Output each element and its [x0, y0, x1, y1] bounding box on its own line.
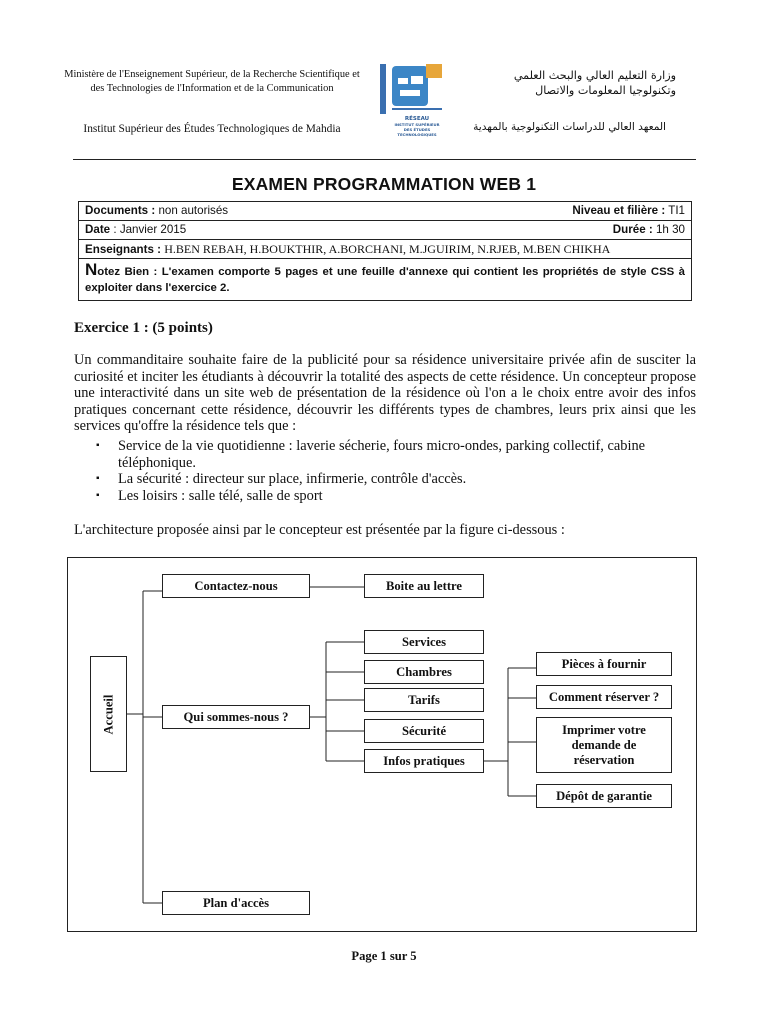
node-tarifs[interactable]: Tarifs — [364, 688, 484, 712]
note-text: otez Bien : L'examen comporte 5 pages et une feuille d'annexe qui contient les propriétés de style CSS à exploiter dans l'exercice 2. — [85, 266, 685, 294]
node-imprimer-demande[interactable]: Imprimer votre demande de réservation — [536, 717, 672, 773]
architecture-sentence: L'architecture proposée ainsi par le concepteur est présentée par la figure ci-dessous : — [74, 522, 565, 538]
node-securite[interactable]: Sécurité — [364, 719, 484, 743]
ministry-ar-line1: وزارة التعليم العالي والبحث العلمي — [513, 69, 676, 82]
list-item: ▪ La sécurité : directeur sur place, infirmerie, contrôle d'accès. — [96, 471, 467, 488]
logo-text-top: RÉSEAU — [404, 116, 430, 122]
list-item: ▪ Les loisirs : salle télé, salle de sport — [96, 487, 323, 504]
exam-info-table — [78, 201, 692, 301]
exercise-title: Exercice 1 : (5 points) — [74, 320, 213, 336]
node-infos-pratiques[interactable]: Infos pratiques — [364, 749, 484, 773]
site-architecture-diagram — [67, 557, 697, 932]
documents-value: non autorisés — [158, 204, 229, 217]
node-plan-acces[interactable]: Plan d'accès — [162, 891, 310, 915]
exam-title: EXAMEN PROGRAMMATION WEB 1 — [231, 174, 537, 194]
bullet-icon: ▪ — [96, 473, 100, 485]
ministry-name-ar — [452, 68, 676, 98]
svg-text:TECHNOLOGIQUES: TECHNOLOGIQUES — [397, 132, 437, 137]
niveau-label: Niveau et filière : — [572, 204, 666, 217]
node-chambres[interactable]: Chambres — [364, 660, 484, 684]
institute-name-ar: المعهد العالي للدراسات التكنولوجية بالمهدية — [473, 121, 666, 133]
enseignants-label: Enseignants : — [85, 243, 162, 256]
node-accueil[interactable]: Accueil — [90, 656, 127, 772]
page-number: Page 1 sur 5 — [351, 949, 417, 963]
bullet-icon: ▪ — [96, 489, 100, 501]
svg-text:DES ÉTUDES: DES ÉTUDES — [403, 127, 431, 132]
info-row-date — [79, 221, 691, 240]
services-list — [96, 438, 696, 504]
bullet-icon: ▪ — [96, 440, 100, 451]
date-value: : Janvier 2015 — [113, 223, 187, 236]
info-row-enseignants — [79, 240, 691, 259]
info-row-documents — [79, 202, 691, 221]
documents-label: Documents : — [85, 204, 156, 217]
date-label: Date — [85, 223, 111, 236]
duree-label: Durée : — [612, 223, 653, 236]
node-depot-garantie[interactable]: Dépôt de garantie — [536, 784, 672, 808]
node-contactez-nous[interactable]: Contactez-nous — [162, 574, 310, 598]
node-comment-reserver[interactable]: Comment réserver ? — [536, 685, 672, 709]
header-divider — [73, 159, 696, 160]
node-pieces-a-fournir[interactable]: Pièces à fournir — [536, 652, 672, 676]
niveau-value: TI1 — [668, 204, 685, 217]
note-initial: N — [85, 260, 98, 279]
node-boite-au-lettre[interactable]: Boite au lettre — [364, 574, 484, 598]
svg-text:INSTITUT SUPÉRIEUR: INSTITUT SUPÉRIEUR — [394, 122, 440, 127]
exercise-paragraph: Un commanditaire souhaite faire de la publicité pour sa résidence universitaire privée afin de susciter la curiosité et inciter les étudiants à découvrir la totalité des aspects de cette résidence. Un concepteur propose une interactivité dans un site web de présentation de la résidence où l'on a le choix entre avoir des infos pratiques concernant cette résidence, découvrir les différents types de chambres, leurs prix ainsi que les services qu'offre la résidence tels que : — [74, 352, 696, 435]
iset-logo — [378, 62, 446, 138]
duree-value: 1h 30 — [655, 223, 685, 236]
ministry-ar-line2: وتكنولوجيا المعلومات والاتصال — [535, 84, 676, 98]
enseignants-value: H.BEN REBAH, H.BOUKTHIR, A.BORCHANI, M.JGUIRIM, N.RJEB, M.BEN CHIKHA — [164, 242, 611, 256]
institute-name-fr: Institut Supérieur des Études Technologiques de Mahdia — [83, 123, 341, 135]
ministry-name-fr: Ministère de l'Enseignement Supérieur, de la Recherche Scientifique et des Technologies de l'Information et de la Communication — [64, 69, 360, 94]
info-note — [79, 259, 691, 300]
node-qui-sommes-nous[interactable]: Qui sommes-nous ? — [162, 705, 310, 729]
list-item: ▪ Service de la vie quotidienne : laverie sécherie, fours micro-ondes, parking collectif, cabine téléphonique. — [96, 438, 646, 471]
node-services[interactable]: Services — [364, 630, 484, 654]
